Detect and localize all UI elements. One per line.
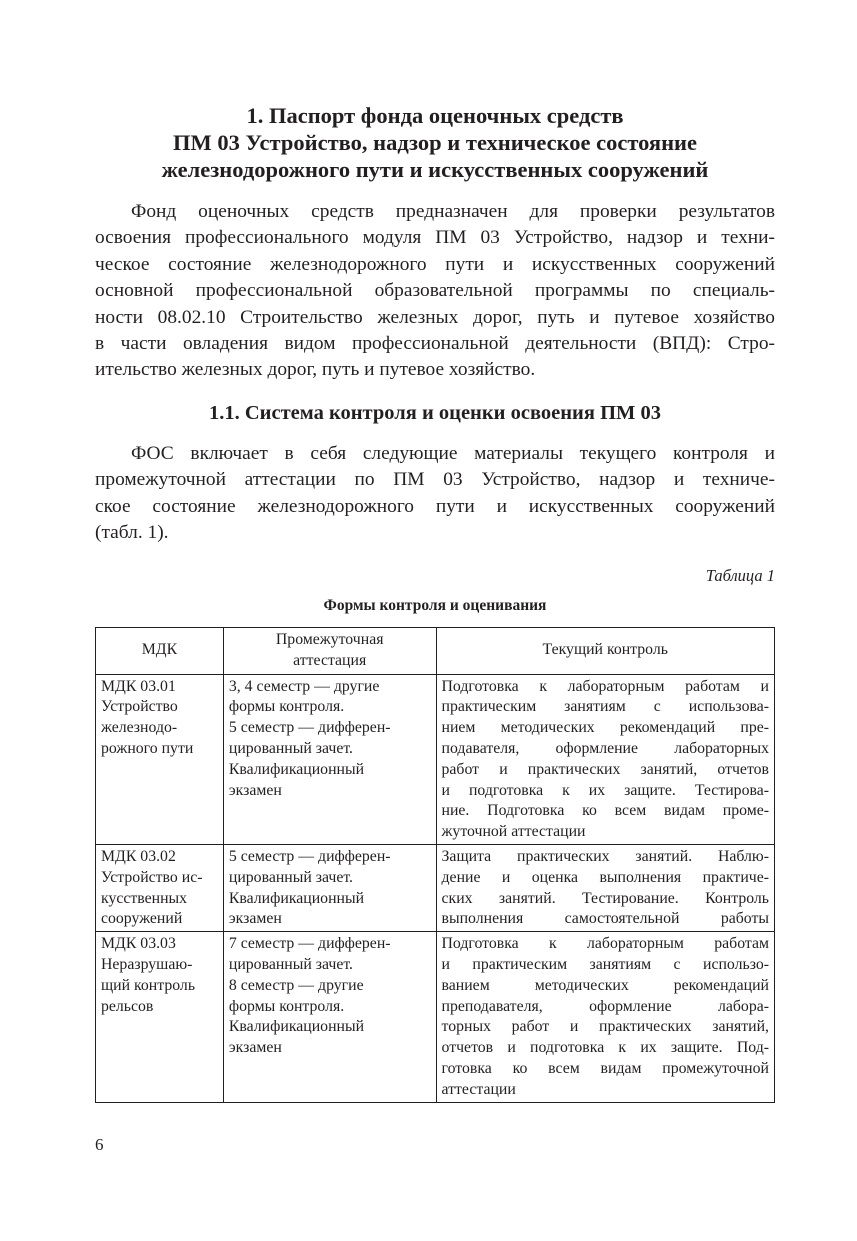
page-number: 6 (95, 1135, 104, 1154)
cell-line: аттестации (441, 1080, 516, 1098)
intro-paragraph (95, 199, 775, 384)
cell-line: жуточной аттестации (441, 823, 586, 841)
cell-line: 7 семестр — дифферен- (228, 935, 391, 953)
section-title-line: железнодорожного пути и искусственных сооружений (161, 157, 709, 182)
table-row (96, 932, 775, 1102)
cell-mdk (96, 844, 224, 931)
cell-line: и подготовка к их защите. Тестирова- (441, 781, 769, 799)
cell-line: Подготовка к лабораторным работам и (441, 677, 769, 695)
cell-line: Устройство ис- (101, 868, 203, 886)
cell-line: Неразрушаю- (101, 955, 193, 973)
paragraph-line: ительство железных дорог, путь и путевое хозяйство. (95, 359, 536, 381)
paragraph-line: ческое состояние железнодорожного пути и искусственных сооружений (95, 253, 775, 275)
paragraph-line: ское состояние железнодорожного пути и искусственных сооружений (95, 495, 775, 517)
cell-line: формы контроля. (228, 997, 345, 1015)
cell-line: формы контроля. (228, 698, 345, 716)
section-title-line: ПМ 03 Устройство, надзор и техническое состояние (172, 130, 698, 155)
paragraph-line: промежуточной аттестации по ПМ 03 Устройство, надзор и техниче- (95, 469, 775, 491)
fos-paragraph (95, 441, 775, 547)
cell-line: выполнения самостоятельной работы (441, 910, 769, 928)
cell-mdk (96, 674, 224, 844)
table-header-row (96, 628, 775, 675)
paragraph-line: освоения профессионального модуля ПМ 03 Устройство, надзор и техни- (95, 227, 775, 249)
cell-line: отчетов и подготовка к их защите. Под- (441, 1039, 769, 1057)
cell-mdk (96, 932, 224, 1102)
header-attestation-line: Промежуточная (275, 631, 384, 648)
cell-line: Квалификационный (228, 889, 365, 907)
cell-line: преподавателя, оформление лабора- (441, 997, 769, 1015)
cell-current-control (436, 844, 774, 931)
cell-line: 5 семестр — дифферен- (228, 719, 391, 737)
header-attestation (223, 628, 436, 675)
cell-line: Защита практических занятий. Наблю- (441, 847, 769, 865)
paragraph-line: в части овладения видом профессиональной деятельности (ВПД): Стро- (95, 332, 775, 354)
header-attestation-line: аттестация (293, 651, 367, 669)
cell-line: МДК 03.03 (101, 935, 176, 953)
cell-line: рожного пути (101, 739, 194, 757)
cell-line: цированный зачет. (228, 739, 353, 757)
cell-line: 5 семестр — дифферен- (228, 847, 391, 865)
cell-line: дение и оценка выполнения практиче- (441, 868, 769, 886)
cell-line: железнодо- (101, 719, 178, 737)
cell-line: ских занятий. Тестирование. Контроль (441, 889, 769, 907)
cell-line: 8 семестр — другие (228, 976, 364, 994)
cell-line: подавателя, оформление лабораторных (441, 739, 769, 757)
cell-line: Квалификационный (228, 1018, 365, 1036)
cell-line: экзамен (228, 1039, 282, 1057)
cell-line: ние. Подготовка ко всем видам проме- (441, 802, 769, 820)
table-number: Таблица 1 (705, 566, 775, 585)
cell-line: щий контроль (101, 976, 196, 994)
control-forms-table (95, 627, 775, 1103)
cell-line: и практическим занятиям с использо- (441, 955, 769, 973)
cell-attestation (223, 932, 436, 1102)
paragraph-line: ФОС включает в себя следующие материалы текущего контроля и (131, 443, 775, 464)
cell-line: готовка ко всем видам промежуточной (441, 1059, 769, 1077)
cell-current-control (436, 932, 774, 1102)
cell-line: Подготовка к лабораторным работам (441, 935, 769, 953)
cell-line: цированный зачет. (228, 868, 353, 886)
cell-line: Устройство (101, 698, 178, 716)
cell-line: нием методических рекомендаций пре- (441, 719, 769, 737)
cell-line: кусственных (101, 889, 188, 907)
section-title (95, 102, 775, 183)
subsection-title: 1.1. Система контроля и оценки освоения ПМ 03 (208, 402, 662, 424)
cell-line: ванием методических рекомендаций (441, 976, 769, 994)
paragraph-line: (табл. 1). (95, 522, 169, 544)
header-mdk: МДК (96, 628, 224, 675)
table-row (96, 844, 775, 931)
cell-line: практическим занятиям с использова- (441, 698, 769, 716)
cell-line: 3, 4 семестр — другие (228, 677, 380, 695)
paragraph-line: основной профессиональной образовательной программы по специаль- (95, 280, 775, 302)
cell-attestation (223, 674, 436, 844)
paragraph-line: Фонд оценочных средств предназначен для проверки результатов (131, 201, 775, 222)
cell-line: цированный зачет. (228, 955, 353, 973)
cell-line: МДК 03.02 (101, 847, 176, 865)
cell-line: Квалификационный (228, 760, 365, 778)
cell-line: рельсов (101, 997, 154, 1015)
table-row (96, 674, 775, 844)
paragraph-line: ности 08.02.10 Строительство железных дорог, путь и путевое хозяйство (95, 306, 775, 328)
table-caption: Формы контроля и оценивания (323, 597, 547, 614)
cell-line: торных работ и практических занятий, (441, 1018, 769, 1036)
cell-line: МДК 03.01 (101, 677, 176, 695)
cell-attestation (223, 844, 436, 931)
cell-line: сооружений (101, 910, 183, 928)
cell-line: экзамен (228, 910, 282, 928)
header-current-control: Текущий контроль (436, 628, 774, 675)
cell-line: работ и практических занятий, отчетов (441, 760, 769, 778)
cell-line: экзамен (228, 781, 282, 799)
section-title-line: 1. Паспорт фонда оценочных средств (246, 103, 624, 128)
cell-current-control (436, 674, 774, 844)
